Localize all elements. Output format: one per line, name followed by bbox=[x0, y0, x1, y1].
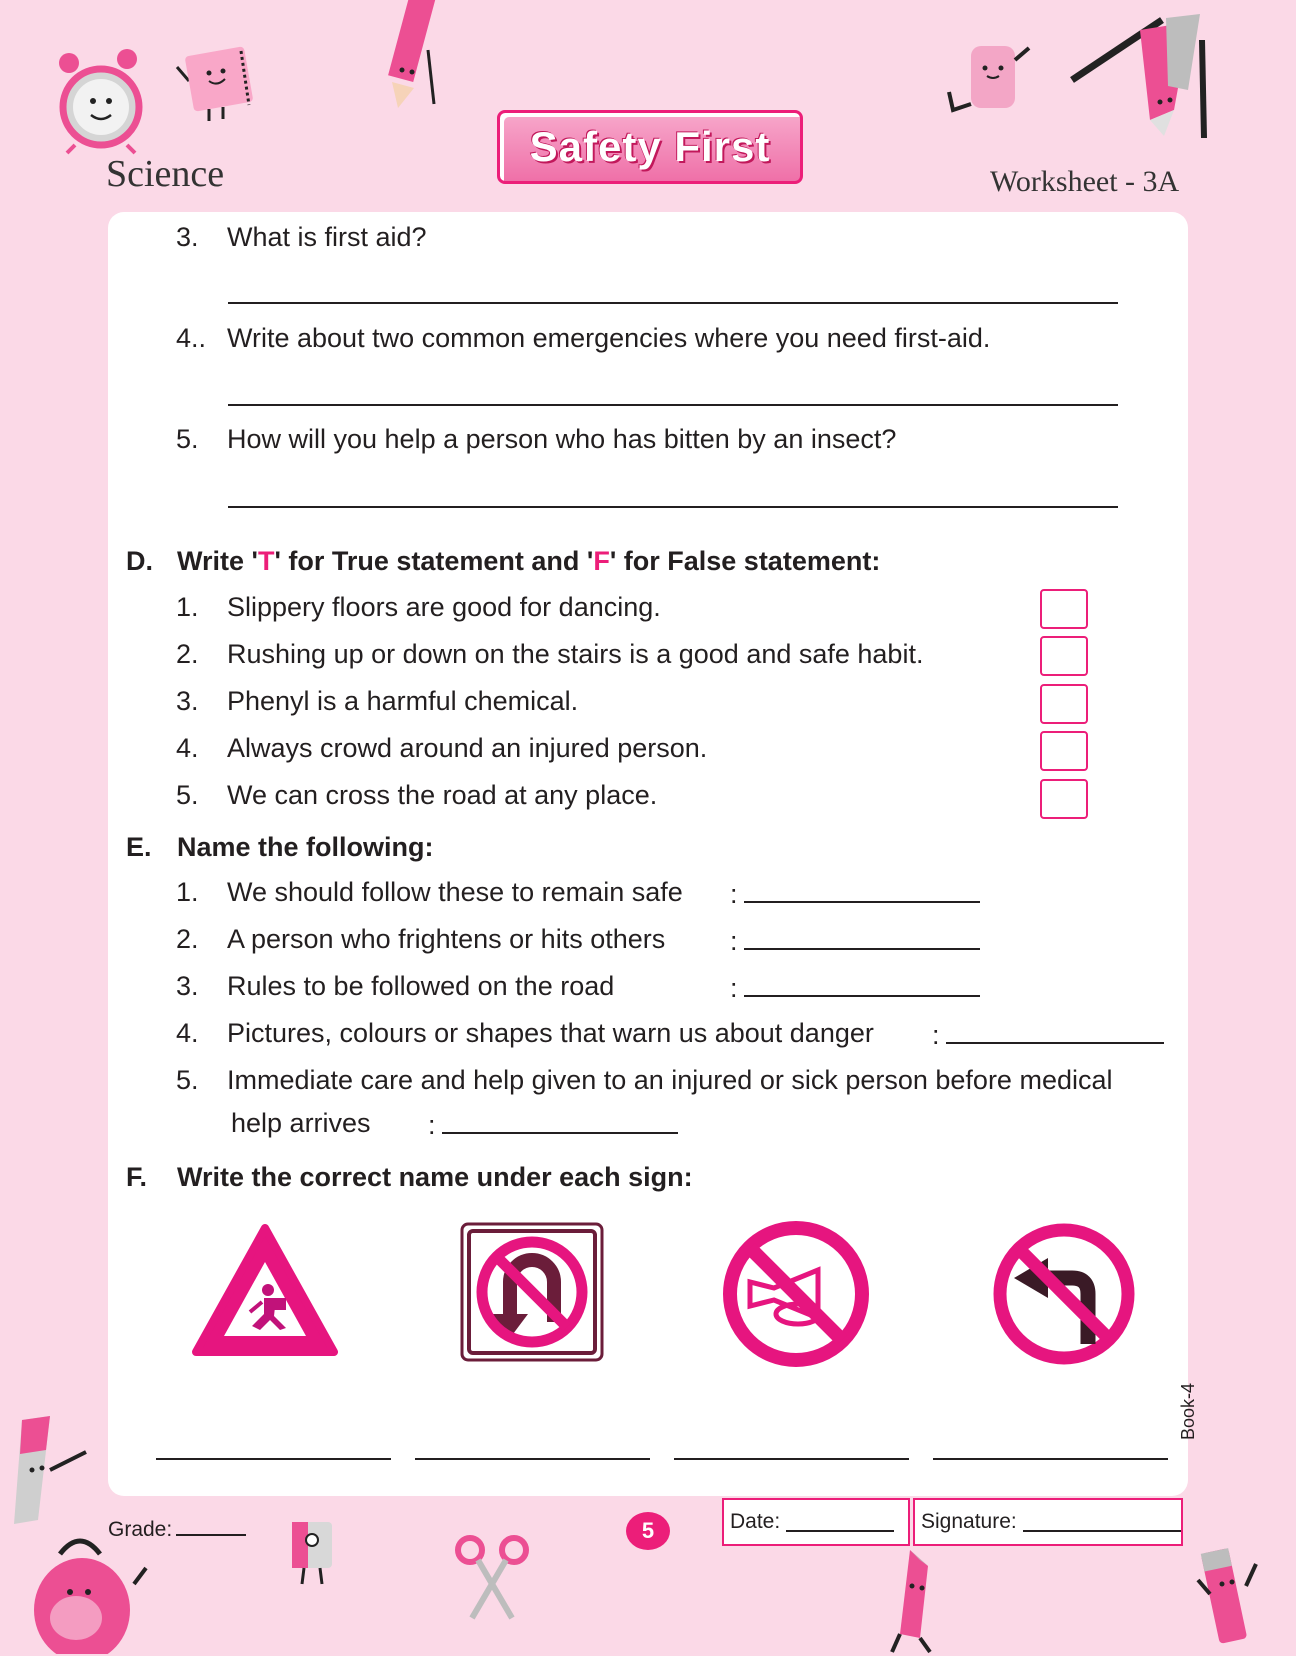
name-prompt-continued: help arrives bbox=[231, 1108, 371, 1138]
page-number-badge: 5 bbox=[626, 1512, 670, 1550]
answer-field[interactable] bbox=[730, 877, 980, 910]
sharpener-character-icon bbox=[282, 1516, 342, 1588]
item-number: 1. bbox=[176, 592, 199, 622]
signature-blank[interactable] bbox=[1023, 1512, 1181, 1532]
name-prompt: A person who frightens or hits others bbox=[227, 924, 666, 954]
no-horn-sign-icon bbox=[718, 1216, 874, 1372]
name-prompt: We should follow these to remain safe bbox=[227, 877, 683, 907]
item-number: 4. bbox=[176, 733, 199, 763]
pen-character-icon bbox=[1190, 1540, 1270, 1656]
sign-answer-line[interactable] bbox=[674, 1458, 909, 1460]
statement-text: Rushing up or down on the stairs is a good and safe habit. bbox=[227, 639, 924, 669]
item-number: 2. bbox=[176, 639, 199, 669]
grade-label: Grade: bbox=[108, 1518, 173, 1541]
heading-part: Write ' bbox=[177, 546, 258, 576]
true-false-box[interactable] bbox=[1040, 731, 1088, 771]
heading-part: ' for True statement and ' bbox=[274, 546, 594, 576]
date-field[interactable] bbox=[722, 1498, 910, 1546]
grade-blank[interactable] bbox=[176, 1516, 246, 1536]
section-e-heading: Name the following: bbox=[177, 832, 434, 862]
true-letter: T bbox=[257, 546, 275, 576]
answer-line[interactable] bbox=[228, 404, 1118, 406]
true-false-box[interactable] bbox=[1040, 779, 1088, 819]
section-f-heading: Write the correct name under each sign: bbox=[177, 1162, 693, 1192]
false-letter: F bbox=[593, 546, 610, 576]
date-blank[interactable] bbox=[786, 1512, 894, 1532]
answer-blank[interactable] bbox=[744, 971, 980, 997]
true-false-box[interactable] bbox=[1040, 684, 1088, 724]
crayon-character-icon bbox=[880, 1546, 960, 1654]
sign-answer-line[interactable] bbox=[415, 1458, 650, 1460]
item-number: 3. bbox=[176, 686, 199, 716]
title-banner bbox=[497, 110, 803, 184]
answer-line[interactable] bbox=[228, 506, 1118, 508]
answer-blank[interactable] bbox=[442, 1108, 678, 1134]
answer-field[interactable] bbox=[730, 971, 980, 1004]
eraser-character-icon bbox=[945, 40, 1035, 125]
worksheet-label: Worksheet - 3A bbox=[990, 165, 1180, 198]
statement-text: Always crowd around an injured person. bbox=[227, 733, 708, 763]
name-prompt: Rules to be followed on the road bbox=[227, 971, 615, 1001]
true-false-box[interactable] bbox=[1040, 636, 1088, 676]
answer-field[interactable] bbox=[428, 1108, 678, 1141]
name-prompt: Pictures, colours or shapes that warn us about danger bbox=[227, 1018, 874, 1048]
item-number: 5. bbox=[176, 1065, 199, 1095]
section-e-letter: E. bbox=[126, 832, 152, 862]
question-text: What is first aid? bbox=[227, 222, 427, 252]
answer-blank[interactable] bbox=[744, 877, 980, 903]
true-false-box[interactable] bbox=[1040, 589, 1088, 629]
question-text: How will you help a person who has bitten by an insect? bbox=[227, 424, 897, 454]
colon: : bbox=[932, 1020, 940, 1050]
sign-answer-line[interactable] bbox=[933, 1458, 1168, 1460]
heading-part: ' for False statement: bbox=[609, 546, 881, 576]
grade-field[interactable] bbox=[108, 1516, 246, 1542]
section-d-heading bbox=[177, 546, 880, 577]
school-zone-sign-icon bbox=[190, 1220, 340, 1360]
answer-blank[interactable] bbox=[946, 1018, 1164, 1044]
section-d-letter: D. bbox=[126, 546, 153, 576]
colon: : bbox=[428, 1110, 436, 1140]
section-f-letter: F. bbox=[126, 1162, 148, 1192]
question-number: 5. bbox=[176, 424, 199, 454]
notepad-character-icon bbox=[175, 45, 265, 125]
ruler-character-icon bbox=[10, 1410, 90, 1530]
alarm-clock-icon bbox=[55, 45, 150, 155]
answer-line[interactable] bbox=[228, 302, 1118, 304]
question-number: 3. bbox=[176, 222, 199, 252]
statement-text: Phenyl is a harmful chemical. bbox=[227, 686, 579, 716]
signature-field[interactable] bbox=[913, 1498, 1183, 1546]
item-number: 2. bbox=[176, 924, 199, 954]
colon: : bbox=[730, 879, 738, 909]
answer-blank[interactable] bbox=[744, 924, 980, 950]
answer-field[interactable] bbox=[932, 1018, 1164, 1051]
colon: : bbox=[730, 973, 738, 1003]
no-left-turn-sign-icon bbox=[988, 1218, 1140, 1370]
backpack-character-icon bbox=[20, 1524, 150, 1654]
answer-field[interactable] bbox=[730, 924, 980, 957]
date-label: Date: bbox=[730, 1510, 781, 1533]
statement-text: Slippery floors are good for dancing. bbox=[227, 592, 661, 622]
page-title: Safety First bbox=[529, 123, 771, 170]
question-text: Write about two common emergencies where you need first-aid. bbox=[227, 323, 991, 353]
sign-answer-line[interactable] bbox=[156, 1458, 391, 1460]
item-number: 4. bbox=[176, 1018, 199, 1048]
signature-label: Signature: bbox=[921, 1510, 1017, 1533]
item-number: 3. bbox=[176, 971, 199, 1001]
pencil-with-stick-icon bbox=[1070, 10, 1220, 140]
name-prompt: Immediate care and help given to an injured or sick person before medical bbox=[227, 1065, 1113, 1095]
no-u-turn-sign-icon bbox=[460, 1222, 604, 1362]
item-number: 5. bbox=[176, 780, 199, 810]
colon: : bbox=[730, 926, 738, 956]
book-label: Book-4 bbox=[1178, 1382, 1198, 1440]
pencil-character-icon bbox=[380, 0, 440, 115]
statement-text: We can cross the road at any place. bbox=[227, 780, 658, 810]
item-number: 1. bbox=[176, 877, 199, 907]
scissors-icon bbox=[452, 1532, 532, 1622]
question-number: 4.. bbox=[176, 323, 207, 353]
subject-label: Science bbox=[106, 153, 225, 195]
